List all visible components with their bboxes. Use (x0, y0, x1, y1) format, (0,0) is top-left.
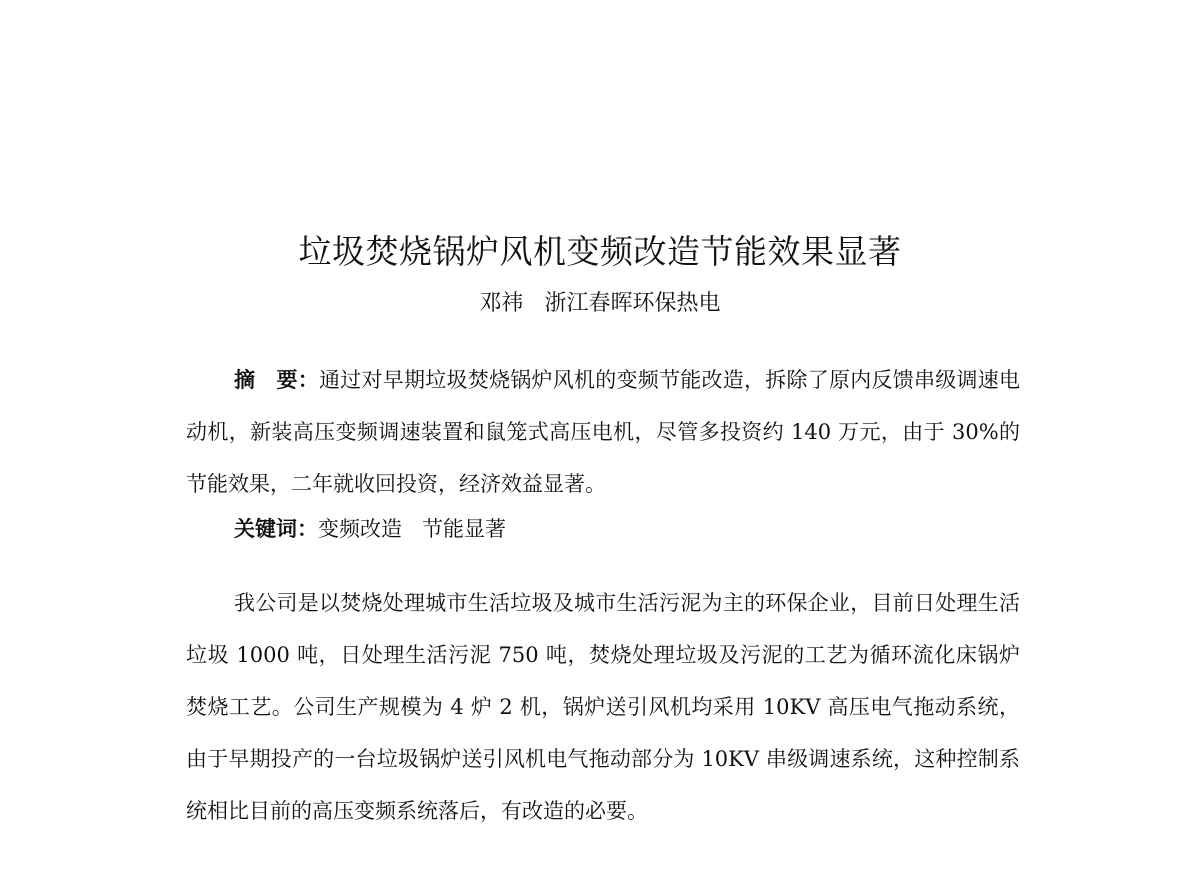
abstract-text: 通过对早期垃圾焚烧锅炉风机的变频节能改造，拆除了原内反馈串级调速电动机，新装高压变频调速装置和鼠笼式高压电机，尽管多投资约 140 万元，由于 30%的节能效果，二年就收回投资，经济效益显著。 (186, 368, 1020, 496)
body-paragraph: 我公司是以焚烧处理城市生活垃圾及城市生活污泥为主的环保企业，目前日处理生活垃圾 1000 吨，日处理生活污泥 750 吨，焚烧处理垃圾及污泥的工艺为循环流化床锅炉焚烧工艺。公司生产规模为 4 炉 2 机，锅炉送引风机均采用 10KV 高压电气拖动系统，由于早期投产的一台垃圾锅炉送引风机电气拖动部分为 10KV 串级调速系统，这种控制系统相比目前的高压变频系统落后，有改造的必要。 (186, 591, 1020, 823)
keyword-item: 节能显著 (422, 517, 507, 541)
keywords-line (186, 503, 1020, 555)
keywords-label: 关键词： (234, 516, 318, 541)
abstract-paragraph (186, 354, 1020, 510)
article-title: 垃圾焚烧锅炉风机变频改造节能效果显著 (298, 232, 902, 271)
keyword-item: 变频改造 (318, 517, 402, 541)
author-affiliation: 邓祎 浙江春晖环保热电 (479, 291, 721, 316)
abstract-label: 摘 要： (234, 367, 319, 392)
